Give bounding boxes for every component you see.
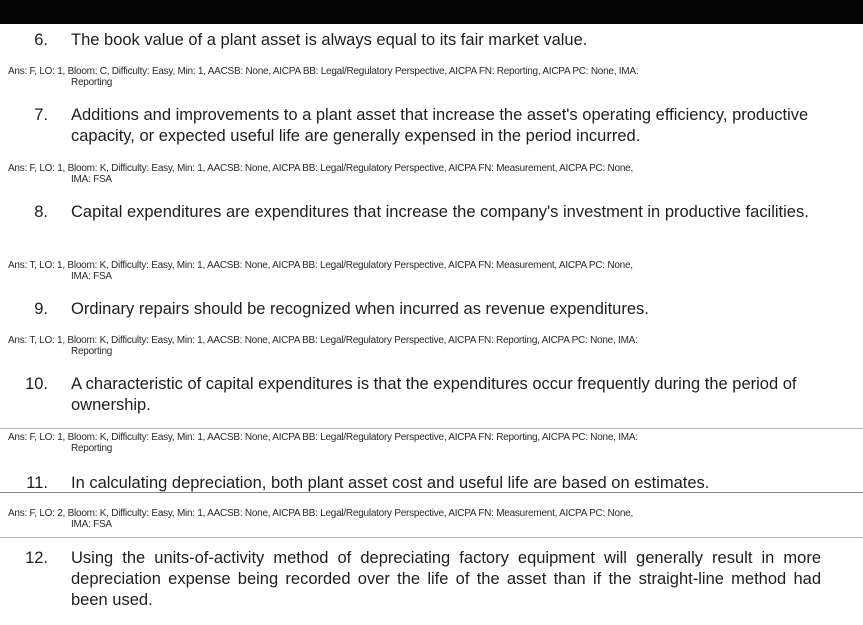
question-text: Ordinary repairs should be recognized when incurred as revenue expenditures. — [71, 300, 649, 318]
answer-line-continued: Reporting — [71, 443, 113, 454]
question-text: Capital expenditures are expenditures that increase the company's investment in productive facilities. — [71, 203, 809, 221]
answer-metadata — [8, 66, 820, 88]
answer-line: Ans: F, LO: 1, Bloom: K, Difficulty: Easy, Min: 1, AACSB: None, AICPA BB: Legal/Regulatory Perspective, AICPA FN: Reporting, AICPA PC: None, IMA: — [8, 432, 638, 443]
question-text: Using the units-of-activity method of depreciating factory equipment will generally result in more depreciation expense being recorded over the life of the asset than if the straight-line method had been used. — [71, 549, 821, 609]
answer-metadata — [8, 260, 820, 282]
answer-line: Ans: F, LO: 1, Bloom: C, Difficulty: Easy, Min: 1, AACSB: None, AICPA BB: Legal/Regulatory Perspective, AICPA FN: Reporting, AICPA PC: None, IMA: — [8, 66, 639, 77]
answer-line: Ans: T, LO: 1, Bloom: K, Difficulty: Easy, Min: 1, AACSB: None, AICPA BB: Legal/Regulatory Perspective, AICPA FN: Reporting, AICPA PC: None, IMA: — [8, 335, 638, 346]
answer-metadata — [8, 508, 820, 530]
answer-line-continued: IMA: FSA — [71, 271, 112, 282]
answer-line-continued: IMA: FSA — [71, 519, 112, 530]
question-number: 6. — [34, 31, 48, 49]
question-number: 7. — [34, 106, 48, 124]
question-number: 9. — [34, 300, 48, 318]
question-text: Additions and improvements to a plant asset that increase the asset's operating efficiency, productive capacity, or expected useful life are generally expensed in the period incurred. — [71, 106, 809, 145]
divider — [0, 492, 863, 493]
answer-metadata — [8, 432, 820, 454]
divider — [0, 428, 863, 429]
question-text: In calculating depreciation, both plant asset cost and useful life are based on estimates. — [71, 474, 710, 492]
answer-line: Ans: F, LO: 2, Bloom: K, Difficulty: Easy, Min: 1, AACSB: None, AICPA BB: Legal/Regulatory Perspective, AICPA FN: Measurement, AICPA PC: None, — [8, 508, 633, 519]
document-page — [0, 24, 863, 625]
answer-line: Ans: T, LO: 1, Bloom: K, Difficulty: Easy, Min: 1, AACSB: None, AICPA BB: Legal/Regulatory Perspective, AICPA FN: Measurement, AICPA PC: None, — [8, 260, 633, 271]
question-number: 8. — [34, 203, 48, 221]
answer-metadata — [8, 335, 820, 357]
question-number: 11. — [26, 474, 48, 492]
question-text: The book value of a plant asset is always equal to its fair market value. — [71, 31, 588, 49]
question-number: 12. — [25, 549, 48, 567]
answer-line-continued: Reporting — [71, 346, 113, 357]
answer-line: Ans: F, LO: 1, Bloom: K, Difficulty: Easy, Min: 1, AACSB: None, AICPA BB: Legal/Regulatory Perspective, AICPA FN: Measurement, AICPA PC: None, — [8, 163, 633, 174]
answer-line-continued: Reporting — [71, 77, 113, 88]
answer-line-continued: IMA: FSA — [71, 174, 112, 185]
top-black-bar — [0, 0, 863, 24]
divider — [0, 537, 863, 538]
question-text: A characteristic of capital expenditures is that the expenditures occur frequently during the period of ownership. — [71, 375, 797, 414]
question-number: 10. — [25, 375, 48, 393]
answer-metadata — [8, 163, 820, 185]
